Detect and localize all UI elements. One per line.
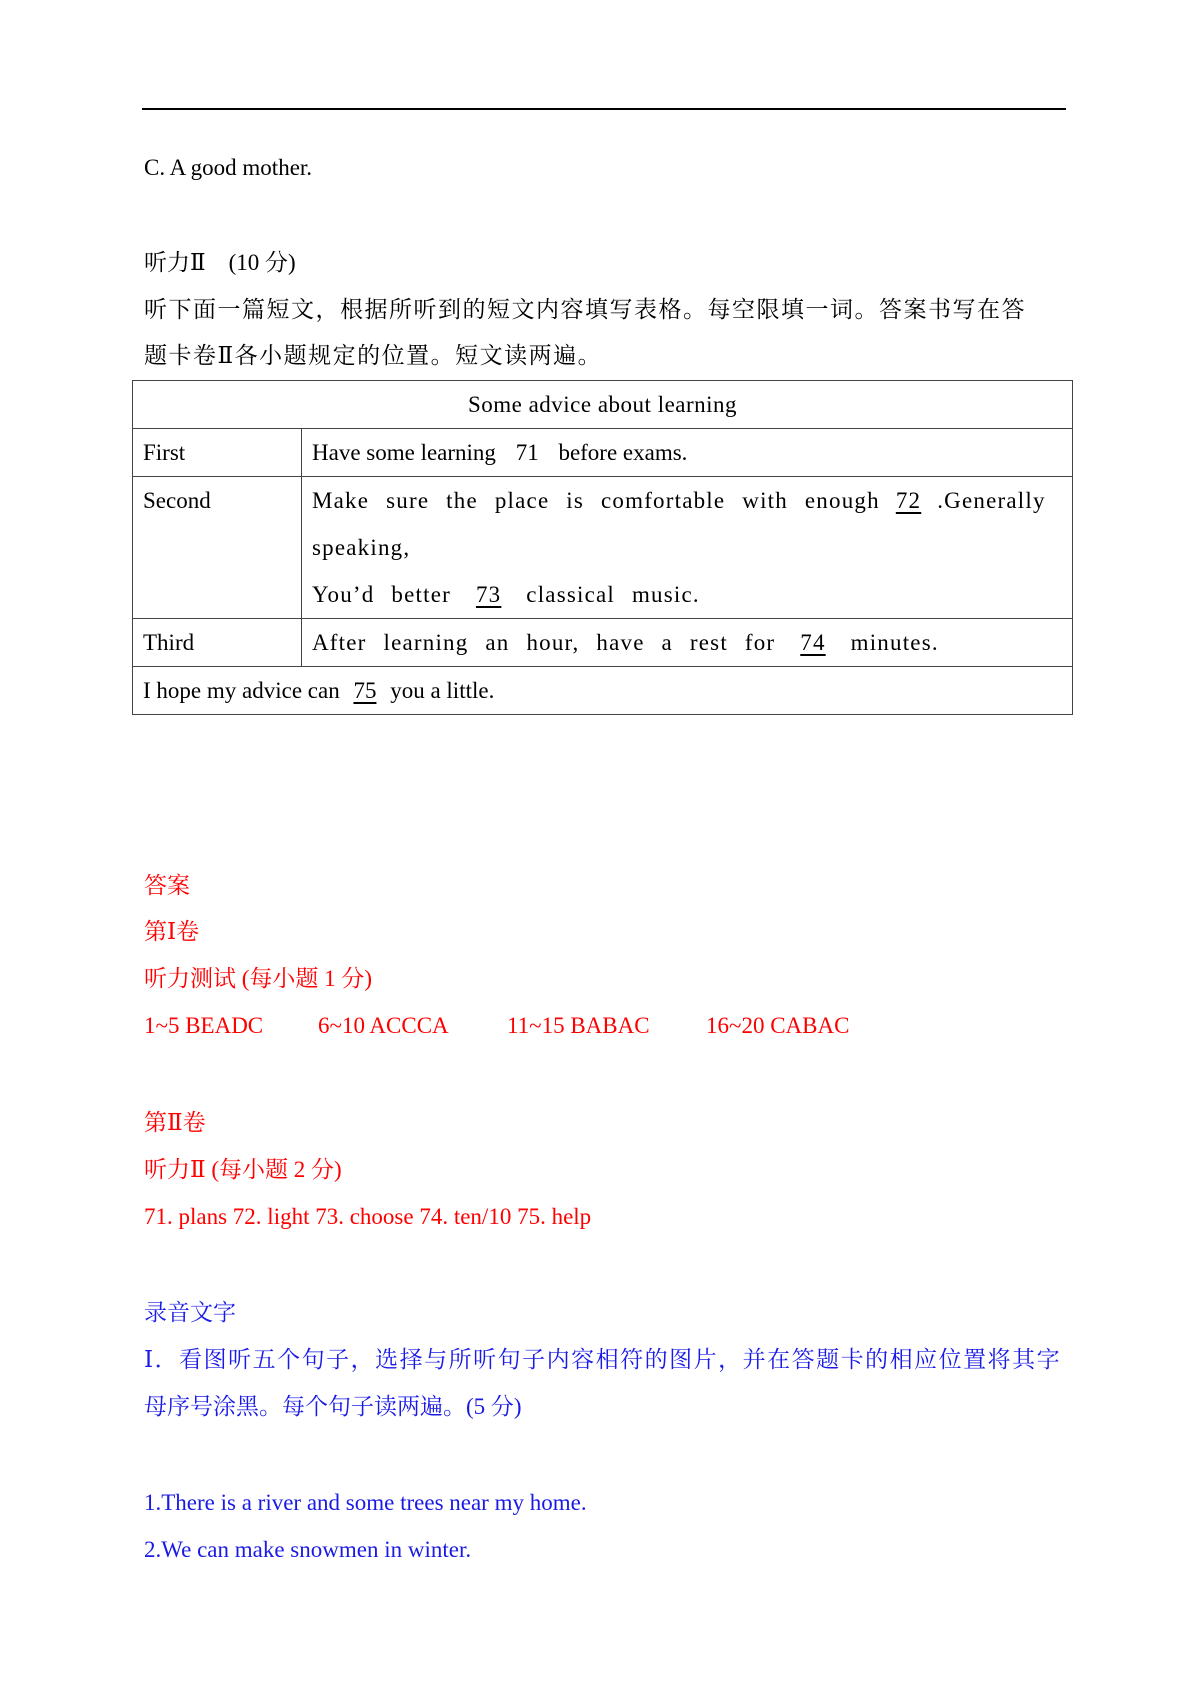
volume-1-answers — [144, 1011, 849, 1041]
transcript-sentence: 2.We can make snowmen in winter. — [144, 1537, 472, 1562]
answer-group: 6~10 ACCCA — [318, 1013, 449, 1038]
blank-number: 71 — [515, 440, 539, 465]
row-content — [302, 477, 1073, 619]
row-label: Second — [133, 477, 302, 619]
row-text: After learning an hour, have a rest for — [312, 630, 776, 655]
instruction-line-1: 听下面一篇短文，根据所听到的短文内容填写表格。每空限填一词。答案书写在答 — [144, 297, 1026, 322]
instruction-line-2: 题卡卷Ⅱ各小题规定的位置。短文读两遍。 — [144, 343, 603, 368]
transcript-heading: 录音文字 — [144, 1300, 236, 1325]
answer-group: 16~20 CABAC — [706, 1013, 850, 1038]
table-title: Some advice about learning — [133, 381, 1073, 429]
row-text: before exams. — [558, 440, 688, 465]
section-heading: 听力Ⅱ (10 分) — [144, 250, 296, 275]
row-text: .Generally — [937, 488, 1046, 513]
blank-number: 75 — [353, 678, 377, 703]
volume-2-answers: 71. plans 72. light 73. choose 74. ten/10 75. help — [144, 1204, 592, 1229]
row-text: Make sure the place is comfortable with enough — [312, 488, 880, 513]
header-rule — [142, 108, 1066, 110]
blank-number: 73 — [475, 582, 502, 607]
table-row — [133, 619, 1073, 667]
table-row — [133, 667, 1073, 715]
row-text: I hope my advice can — [143, 678, 340, 703]
table-row — [133, 381, 1073, 429]
volume-2-subheading: 听力Ⅱ (每小题 2 分) — [144, 1157, 342, 1182]
blank-number: 72 — [895, 488, 922, 513]
blank-number: 74 — [800, 630, 826, 655]
table-row — [133, 429, 1073, 477]
row-text: Have some learning — [312, 440, 496, 465]
row-content — [302, 619, 1073, 667]
answer-group: 11~15 BABAC — [507, 1013, 650, 1038]
row-label: First — [133, 429, 302, 477]
transcript-sentence: 1.There is a river and some trees near my home. — [144, 1490, 587, 1515]
transcript-instruction-2: 母序号涂黑。每个句子读两遍。(5 分) — [144, 1394, 522, 1419]
row-text: speaking, — [312, 535, 411, 560]
row-content — [302, 429, 1073, 477]
advice-table — [132, 380, 1073, 715]
row-text: you a little. — [390, 678, 495, 703]
volume-1-subheading: 听力测试 (每小题 1 分) — [144, 966, 373, 991]
row-text: minutes. — [850, 630, 939, 655]
row-text: classical music. — [526, 582, 700, 607]
volume-1-heading: 第Ⅰ卷 — [144, 919, 200, 944]
table-row — [133, 477, 1073, 619]
answer-group: 1~5 BEADC — [144, 1013, 264, 1038]
previous-option: C. A good mother. — [144, 155, 313, 180]
answers-heading: 答案 — [144, 873, 190, 898]
volume-2-heading: 第Ⅱ卷 — [144, 1110, 206, 1135]
transcript-instruction-1: Ⅰ．看图听五个句子，选择与所听句子内容相符的图片，并在答题卡的相应位置将其字 — [144, 1347, 1062, 1372]
row-label: Third — [133, 619, 302, 667]
table-footer — [133, 667, 1073, 715]
row-text: You’d better — [312, 582, 451, 607]
